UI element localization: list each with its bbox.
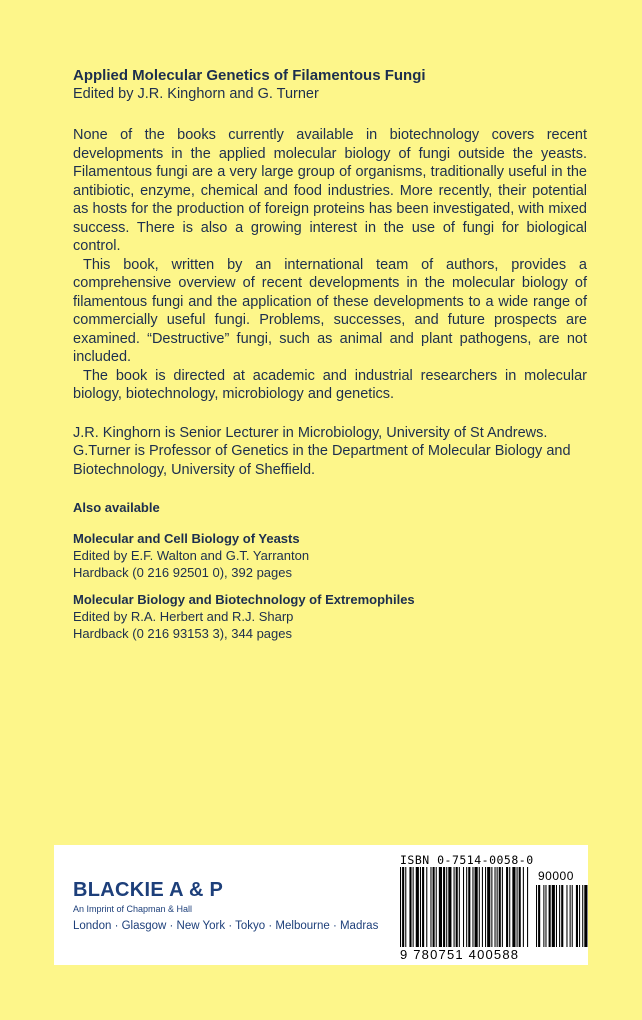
barcode [400, 853, 588, 961]
related-book-editors: Edited by E.F. Walton and G.T. Yarranton [73, 548, 310, 563]
related-book-title: Molecular Biology and Biotechnology of Extremophiles [73, 592, 415, 607]
related-book-title: Molecular and Cell Biology of Yeasts [73, 531, 300, 546]
book-title: Applied Molecular Genetics of Filamentous Fungi [73, 67, 426, 84]
publisher-cities: London · Glasgow · New York · Tokyo · Melbourne · Madras [73, 920, 379, 932]
related-book-format: Hardback (0 216 93153 3), 344 pages [73, 626, 292, 641]
footer-band [54, 845, 588, 965]
description-paragraph: The book is directed at academic and industrial researchers in molecular biology, biotechnology, microbiology and genetics. [73, 367, 587, 402]
book-description [73, 126, 587, 404]
book-editors: Edited by J.R. Kinghorn and G. Turner [73, 86, 319, 102]
author-bios [73, 424, 587, 480]
author-bio: G.Turner is Professor of Genetics in the Department of Molecular Biology and Biotechnology, University of Sheffield. [73, 443, 571, 478]
related-book-format: Hardback (0 216 92501 0), 392 pages [73, 565, 292, 580]
description-paragraph: This book, written by an international team of authors, provides a comprehensive overview of recent developments in the molecular biology of filamentous fungi and the application of these developments to a wide range of commercially useful fungi. Problems, successes, and future prospects are examined. “Destructive” fungi, such as animal and plant pathogens, are not included. [73, 256, 587, 365]
author-bio: J.R. Kinghorn is Senior Lecturer in Microbiology, University of St Andrews. [73, 424, 548, 441]
also-available-heading: Also available [73, 500, 160, 515]
related-book-editors: Edited by R.A. Herbert and R.J. Sharp [73, 609, 294, 624]
publisher-imprint: An Imprint of Chapman & Hall [73, 904, 193, 914]
related-book [73, 591, 587, 642]
barcode-addon: 90000 [538, 869, 574, 883]
back-cover-content [73, 66, 587, 642]
publisher-block [73, 879, 378, 933]
isbn-label: ISBN 0-7514-0058-0 [400, 853, 534, 867]
related-book [73, 530, 587, 581]
publisher-logo: BLACKIE A & P [73, 879, 224, 901]
description-paragraph: None of the books currently available in biotechnology covers recent developments in the applied molecular biology of fungi outside the yeasts. Filamentous fungi are a very large group of organisms, traditionally useful in the antibiotic, enzyme, chemical and food industries. More recently, their potential as hosts for the production of foreign proteins has been investigated, with mixed success. There is also a growing interest in the use of fungi for biological control. [73, 127, 587, 254]
ean-number: 9 780751 400588 [400, 947, 520, 962]
